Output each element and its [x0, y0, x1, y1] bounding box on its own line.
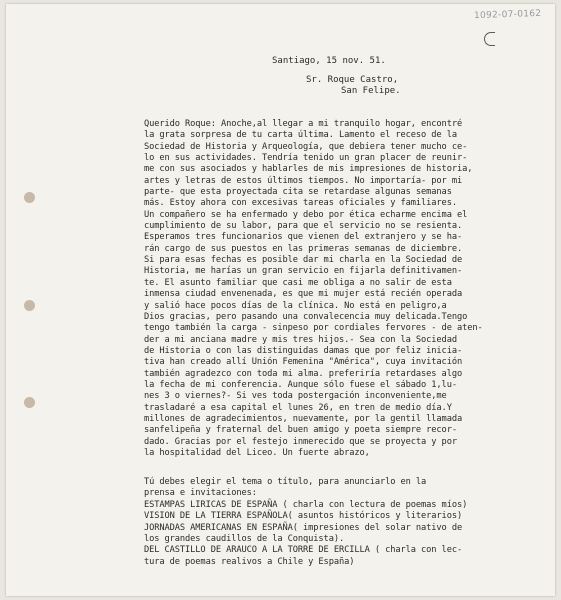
text-line: trasladaré a esa capital el lunes 26, en tren de medio día.Y — [144, 402, 452, 413]
text-line: lo en sus actividades. Tendría tenido un gran placer de reunir- — [144, 153, 468, 164]
pencil-mark-icon — [484, 32, 495, 46]
letter-body — [144, 119, 554, 459]
recipient-location: San Felipe. — [341, 86, 401, 96]
text-line: Sociedad de Historia y Arqueología, que debiera tener mucho ce- — [144, 141, 468, 152]
text-line: tura de poemas realivos a Chile y España) — [144, 556, 355, 567]
recipient-name: Sr. Roque Castro, — [306, 75, 399, 85]
text-line: de Historia o con las distinguidas damas que por feliz inicia- — [144, 345, 463, 356]
text-line: der a mi anciana madre y mis tres hijos.- Sea con la Sociedad — [144, 334, 457, 345]
text-line: también agradezco con toda mi alma. preferiría retardases algo — [144, 368, 463, 379]
letter-date: Santiago, 15 nov. 51. — [272, 56, 386, 66]
text-line: nes 3 o viernes?- Si ves toda postergación inconveniente,me — [144, 391, 447, 402]
text-line: Querido Roque: Anoche,al llegar a mi tranquilo hogar, encontré — [144, 119, 463, 129]
text-line: la fecha de mi conferencia. Aunque sólo fuese el sábado 1,lu- — [144, 379, 457, 390]
text-line: te. El asunto familiar que casi me obliga a no salir de esta — [144, 277, 452, 288]
text-line: tiva han creado allí Unión Femenina "América", cuya invitación — [144, 357, 463, 368]
text-line: y salió hace pocos días de la clínica. No está en peligro,a — [144, 300, 447, 311]
text-line: DEL CASTILLO DE ARAUCO A LA TORRE DE ERCILLA ( charla con lec- — [144, 545, 463, 556]
text-line: los grandes caudillos de la Conquista). — [144, 534, 345, 545]
text-line: tengo también la carga - sinpeso por cordiales fervores - de aten- — [144, 323, 483, 334]
letter-page — [6, 4, 555, 596]
text-line: más. Estoy ahora con excesivas tareas oficiales y familiares. — [144, 198, 457, 209]
text-line: ESTAMPAS LIRICAS DE ESPAÑA ( charla con lectura de poemas míos) — [144, 499, 468, 510]
text-line: Historia, me harías un gran servicio en fijarla definitivamen- — [144, 266, 463, 277]
text-line: artes y letras de estos últimos tiempos. No importaría- por mi — [144, 175, 463, 186]
punch-hole-icon — [24, 397, 35, 408]
punch-hole-icon — [24, 192, 35, 203]
letter-postscript — [144, 477, 554, 568]
text-line: parte- que esta proyectada cita se retardase algunas semanas — [144, 187, 452, 198]
text-line: JORNADAS AMERICANAS EN ESPAÑA( impresiones del solar nativo de — [144, 522, 463, 533]
text-line: VISION DE LA TIERRA ESPAÑOLA( asuntos históricos y literarios) — [144, 511, 463, 522]
text-line: la hospitalidad del Liceo. Un fuerte abrazo, — [144, 447, 370, 458]
text-line: la grata sorpresa de tu carta última. Lamento el receso de la — [144, 130, 457, 141]
text-line: dado. Gracias por el festejo inmerecido que se proyecta y por — [144, 436, 457, 447]
text-line: inmensa ciudad envenenada, es que mi mujer está recién operada — [144, 289, 463, 300]
text-line: Si para esas fechas es posible dar mi charla en la Sociedad de — [144, 255, 463, 266]
text-line: Dios gracias, pero pasando una convalecencia muy delicada.Tengo — [144, 311, 468, 322]
text-line: Un compañero se ha enfermado y debo por ética echarme encima el — [144, 209, 468, 220]
text-line: Esperamos tres funcionarios que vienen del extranjero y se ha- — [144, 232, 463, 243]
text-line: millones de agradecimientos, nuevamente, por la gentil llamada — [144, 413, 463, 424]
text-line: cumplimiento de su labor, para que el servicio no se resienta. — [144, 221, 463, 232]
punch-hole-icon — [24, 300, 35, 311]
archive-code: 1092-07-0162 — [473, 8, 542, 22]
text-line: me con sus asociados y hablarles de mis impresiones de historia, — [144, 164, 473, 175]
text-line: Tú debes elegir el tema o título, para anunciarlo en la — [144, 477, 427, 487]
text-line: sanfelipeña y fraternal del buen amigo y poeta siempre recor- — [144, 425, 457, 436]
text-line: rán cargo de sus puestos en las primeras semanas de diciembre. — [144, 243, 463, 254]
text-line: prensa e invitaciones: — [144, 488, 257, 499]
